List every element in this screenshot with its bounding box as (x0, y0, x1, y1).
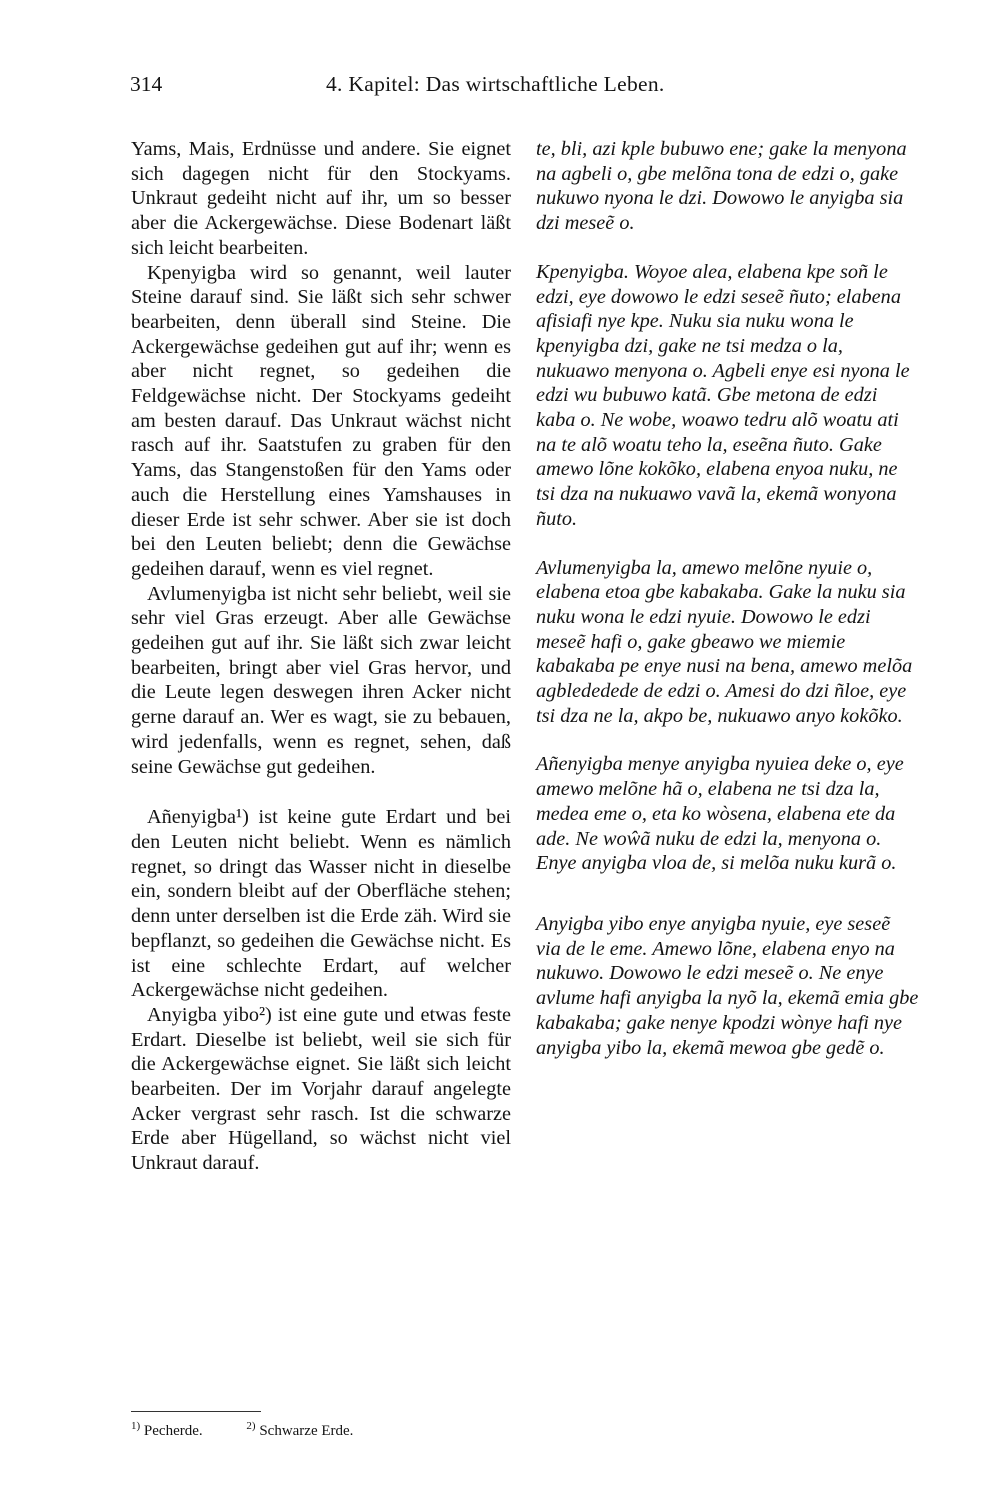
ewe-text-column (536, 137, 920, 1084)
footnote-1 (131, 1420, 203, 1440)
ewe-paragraph-kpenyigba: Kpenyigba. Woyoe alea, elabena kpe soñ le edzi, eye dowowo le edzi seseẽ ñuto; elabena afisiafi nye kpe. Nuku sia nuku wona le kpenyigba dzi, gake ne tsi medza o la, nukuawo menyona o. Agbeli enye esi nyona le edzi wu bubuwo katã. Gbe metona de edzi kaba o. Ne wobe, woawo tedru alõ woatu ati na te alõ woatu teho la, eseẽna ñuto. Gake amewo lõne kokõko, elabena enyoa nuku, ne tsi dza na nukuawo vavã la, ekemã wonyona ñuto. (536, 260, 910, 530)
ewe-paragraph-anenyigba: Añenyigba menye anyigba nyuiea deke o, eye amewo melõne hã o, elabena ne tsi dza la, medea eme o, eta ko wòsena, elabena ete da ade. Ne woŵã nuku de edzi la, menyona o. Enye anyigba vloa de, si melõa nuku kurã o. (536, 753, 904, 875)
paragraph-anyigba-yibo: Anyigba yibo²) ist eine gute und etwas feste Erdart. Dieselbe ist beliebt, weil sie sich für die Ackergewächse eignet. Sie läßt sich leicht bearbeiten. Der im Vorjahr darauf angelegte Acker vergrast sehr rasch. Ist die schwarze Erde aber Hügelland, so wächst nicht viel Unkraut darauf. (131, 1003, 511, 1175)
paragraph-intro: Yams, Mais, Erdnüsse und andere. Sie eignet sich dagegen nicht für den Stockyams. Unkraut gedeiht nicht auf ihr, um so besser aber die Ackergewächse. Diese Bodenart läßt sich leicht bearbeiten. (131, 138, 511, 259)
footnote-mark: 2) (246, 1420, 256, 1432)
german-text-column (131, 137, 511, 1176)
ewe-paragraph-intro: te, bli, azi kple bubuwo ene; gake la menyona na agbeli o, gbe melõna tona de edzi o, gake nukuwo nyona le dzi. Dowowo le anyigba sia dzi meseẽ o. (536, 138, 907, 235)
footnote-2 (246, 1420, 353, 1440)
footnote-mark: 1) (131, 1420, 141, 1432)
paragraph-kpenyigba: Kpenyigba wird so genannt, weil lauter Steine darauf sind. Sie läßt sich sehr schwer bearbeiten, denn überall sind Steine. Die Ackergewächse gedeihen gut auf ihr; wenn es aber nicht regnet, so gedeihen die Feldgewächse nicht. Der Stockyams gedeiht am besten darauf. Das Unkraut wächst nicht rasch auf ihr. Saatstufen zu graben für den Yams, das Stangenstoßen für den Yams oder auch die Herstellung eines Yamshauses in dieser Erde ist sehr schwer. Aber sie ist doch bei den Leuten beliebt; denn die Gewächse gedeihen darauf, wenn es viel regnet. (131, 261, 511, 580)
chapter-title: 4. Kapitel: Das wirtschaftliche Leben. (326, 72, 665, 96)
footnote-text: Pecherde. (143, 1423, 203, 1439)
running-head (130, 72, 920, 106)
paragraph-anenyigba: Añenyigba¹) ist keine gute Erdart und bei den Leuten nicht beliebt. Wenn es nämlich regnet, so dringt das Wasser nicht in dieselbe ein, sondern bleibt auf der Oberfläche stehen; denn unter derselben ist die Erde zäh. Wird sie bepflanzt, so gedeihen die Gewächse nicht. Es ist eine schlechte Erdart, auf welcher Ackergewächse nicht gedeihen. (131, 806, 511, 1002)
footnote-divider (131, 1411, 261, 1412)
footnote-text: Schwarze Erde. (259, 1423, 354, 1439)
ewe-paragraph-anyigba-yibo: Anyigba yibo enye anyigba nyuie, eye seseẽ via de le eme. Amewo lõne, elabena enyo na nukuwo. Dowowo le edzi meseẽ o. Ne enye avlume hafi anyigba la nyõ la, ekemã emia gbe kabakaba; gake nenye kpodzi wònye hafi nye anyigba yibo la, ekemã mewoa gbe gedẽ o. (536, 912, 919, 1059)
page-number: 314 (130, 72, 163, 96)
paragraph-avlumenyigba: Avlumenyigba ist nicht sehr beliebt, weil sie sehr viel Gras erzeugt. Aber alle Gewächse gedeihen gut auf ihr. Sie läßt sich zwar leicht bearbeiten, bringt aber viel Gras hervor, und die Leute legen deswegen ihren Acker nicht gerne darauf an. Wer es wagt, sie zu bebauen, wird jedenfalls, wenn es regnet, sehen, daß seine Gewächse gut gedeihen. (131, 582, 511, 778)
footnotes (131, 1420, 551, 1440)
ewe-paragraph-avlumenyigba: Avlumenyigba la, amewo melõne nyuie o, elabena etoa gbe kabakaba. Gake la nuku sia nuku wona le edzi nyuie. Dowowo le edzi meseẽ hafi o, gake gbeawo we miemie kabakaba pe enye nusi na bena, amewo melõa agblededede de edzi o. Amesi do dzi ñloe, eye tsi dza ne la, akpo be, nukuawo anyo kokõko. (536, 556, 913, 727)
